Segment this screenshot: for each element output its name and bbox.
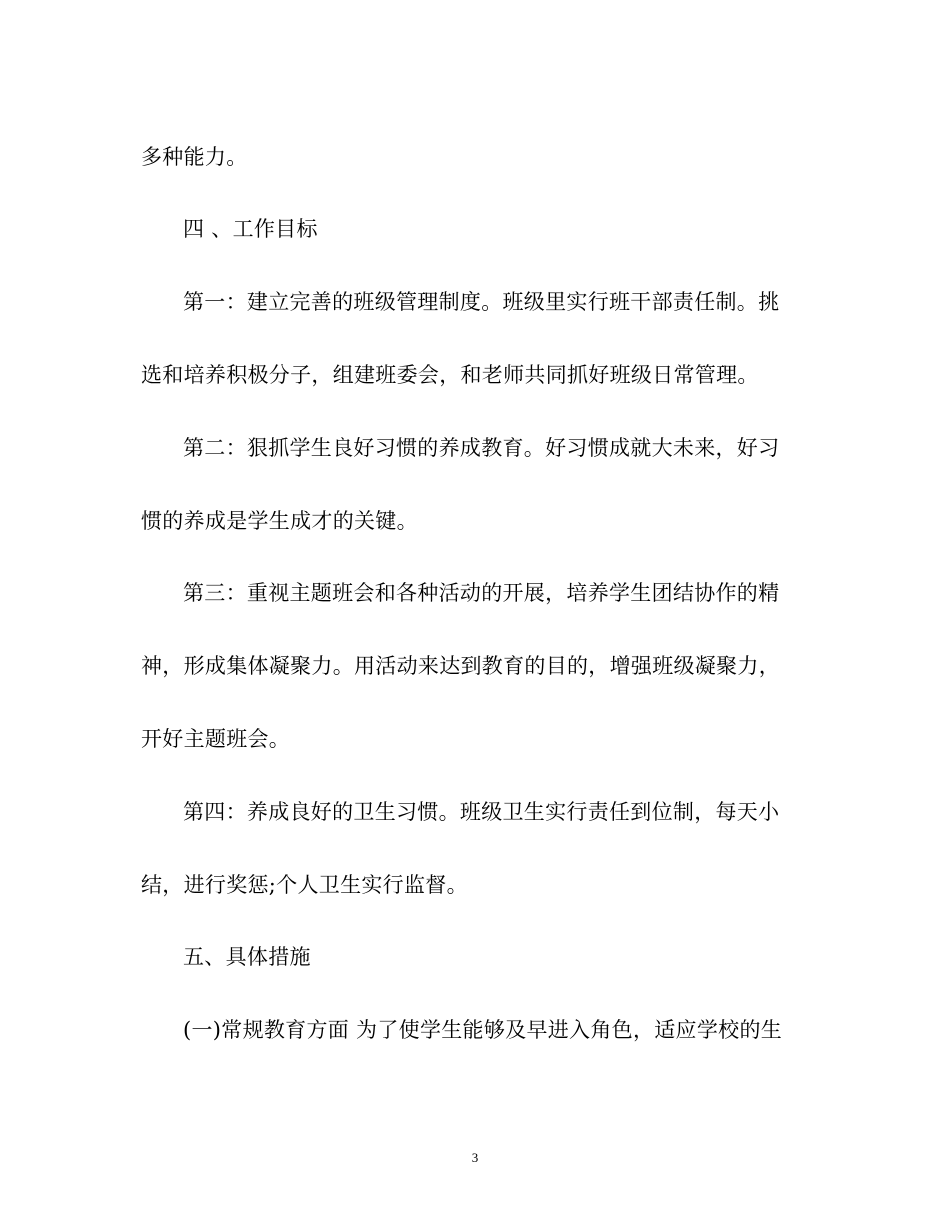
text-line: 开好主题班会。 (141, 727, 291, 751)
text-line: 第三：重视主题班会和各种活动的开展，培养学生团结协作的精 (183, 581, 780, 605)
text-line: 惯的养成是学生成才的关键。 (141, 509, 418, 533)
text-line: 选和培养积极分子，组建班委会，和老师共同抓好班级日常管理。 (141, 363, 759, 387)
section-heading: 四 、工作目标 (183, 217, 318, 241)
text-line: 第四：养成良好的卫生习惯。班级卫生实行责任到位制，每天小 (183, 800, 780, 824)
page-number: 3 (471, 1150, 479, 1165)
text-line: 神，形成集体凝聚力。用活动来达到教育的目的，增强班级凝聚力， (141, 654, 780, 678)
text-line: 第一：建立完善的班级管理制度。班级里实行班干部责任制。挑 (183, 290, 780, 314)
text-line: 第二：狠抓学生良好习惯的养成教育。好习惯成就大未来，好习 (183, 436, 780, 460)
text-line: 多种能力。 (141, 145, 248, 169)
text-line: (一)常规教育方面 为了使学生能够及早进入角色，适应学校的生 (183, 1018, 783, 1042)
section-heading: 五、具体措施 (183, 945, 311, 969)
text-line: 结，进行奖惩;个人卫生实行监督。 (141, 873, 468, 897)
